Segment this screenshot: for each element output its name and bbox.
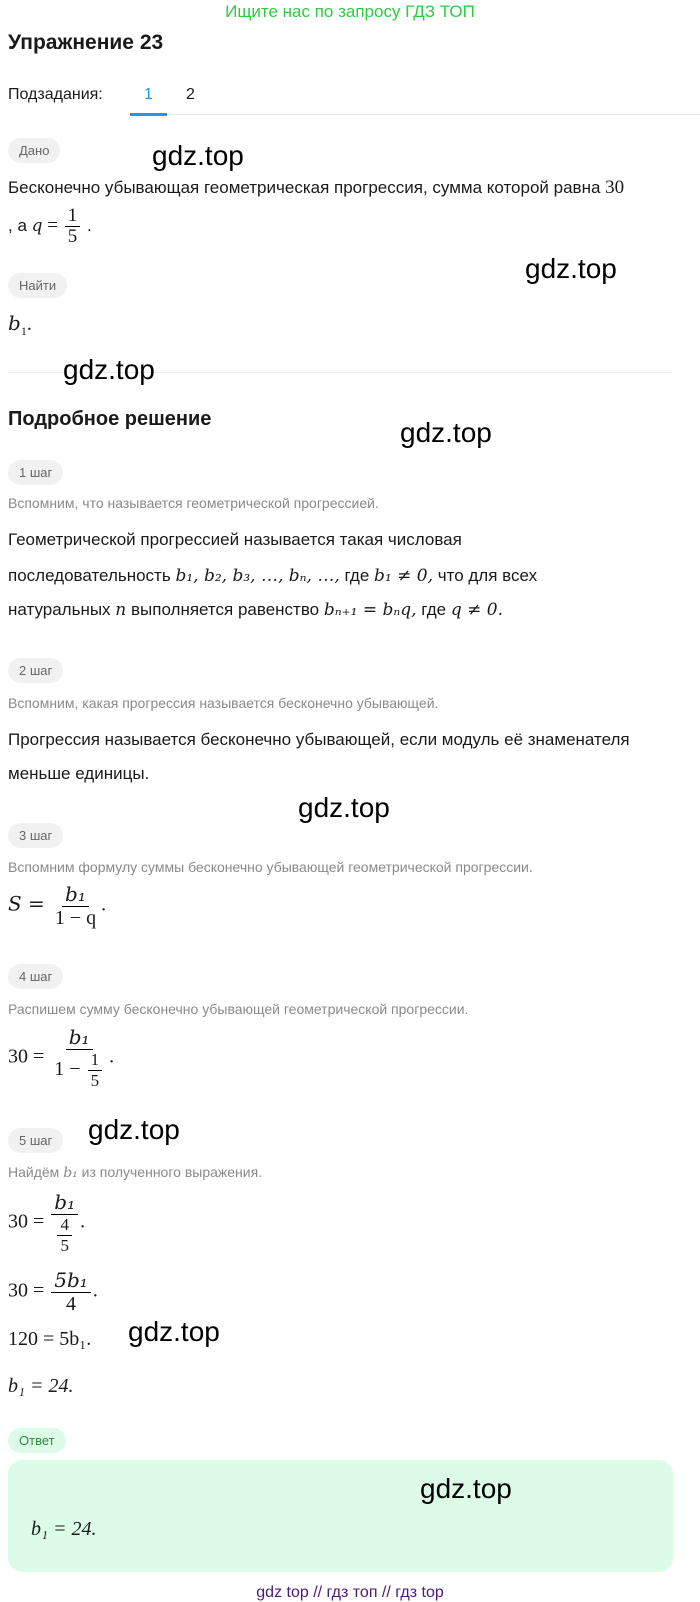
watermark: gdz.top: [298, 792, 390, 823]
subtasks-label: Подзадания:: [8, 86, 103, 103]
watermark: gdz.top: [152, 140, 244, 171]
footer-links[interactable]: gdz top // гдз топ // гдз top: [256, 1584, 444, 1601]
tabs-divider: [167, 114, 700, 115]
answer-badge: Ответ: [8, 1428, 66, 1453]
watermark: gdz.top: [88, 1114, 180, 1145]
step-1-line: натуральных n выполняется равенство bₙ₊₁ = bₙq, где q ≠ 0.: [8, 600, 503, 620]
step-2-line: Прогрессия называется бесконечно убывающей, если модуль её знаменателя: [8, 730, 630, 749]
watermark: gdz.top: [128, 1316, 220, 1347]
step-1-badge: 1 шаг: [8, 460, 63, 485]
tab-subtask-1[interactable]: 1: [144, 86, 153, 103]
step-4-hint: Распишем сумму бесконечно убывающей геометрической прогрессии.: [8, 1001, 469, 1017]
step-4-badge: 4 шаг: [8, 964, 63, 989]
step-1-line: последовательность b₁, b₂, b₃, …, bₙ, …, где b₁ ≠ 0, что для всех: [8, 566, 538, 586]
step-5-formula: b₁ = 24.: [8, 1375, 74, 1397]
tab-subtask-2[interactable]: 2: [186, 86, 195, 103]
page-title: Упражнение 23: [8, 31, 164, 54]
step-4-formula: 30 = b₁ 1 − $\frac{1}{5}$ .: [8, 1025, 115, 1090]
active-tab-indicator: [130, 113, 167, 116]
step-3-badge: 3 шаг: [8, 823, 63, 848]
step-5-badge: 5 шаг: [8, 1128, 63, 1153]
watermark: gdz.top: [525, 253, 617, 284]
step-2-badge: 2 шаг: [8, 658, 63, 683]
step-3-formula: S = $\frac{\text{b₁}}{1 - q}$ .: [8, 882, 107, 929]
step-5-formula: 30 = $\frac{\text{b₁}}{\frac{4}{5}}$ .: [8, 1190, 86, 1255]
given-q: , а q = $\frac{1}{5}$ .: [8, 205, 92, 247]
watermark: gdz.top: [400, 417, 492, 448]
given-badge: Дано: [8, 138, 60, 163]
watermark: gdz.top: [63, 354, 155, 385]
step-3-hint: Вспомним формулу суммы бесконечно убывающей геометрической прогрессии.: [8, 859, 533, 875]
solution-title: Подробное решение: [8, 408, 212, 430]
step-2-hint: Вспомним, какая прогрессия называется бесконечно убывающей.: [8, 695, 439, 711]
watermark: gdz.top: [420, 1473, 512, 1504]
step-5-hint: Найдём b₁ из полученного выражения.: [8, 1164, 263, 1181]
step-1-line: Геометрической прогрессией называется такая числовая: [8, 530, 462, 549]
find-badge: Найти: [8, 273, 67, 298]
step-2-line: меньше единицы.: [8, 764, 150, 783]
search-banner: Ищите нас по запросу ГДЗ ТОП: [225, 2, 475, 21]
answer-box: [8, 1460, 673, 1572]
answer-text: b₁ = 24.: [31, 1518, 97, 1540]
step-5-formula: 30 = $\frac{\text{5b₁}}{4}$ .: [8, 1268, 98, 1315]
find-expr: $b_1$.: [8, 311, 32, 338]
step-5-formula: 120 = 5b₁.: [8, 1328, 92, 1350]
given-text: Бесконечно убывающая геометрическая прогрессия, сумма которой равна 30: [8, 177, 625, 198]
step-1-hint: Вспомним, что называется геометрической прогрессией.: [8, 495, 379, 511]
